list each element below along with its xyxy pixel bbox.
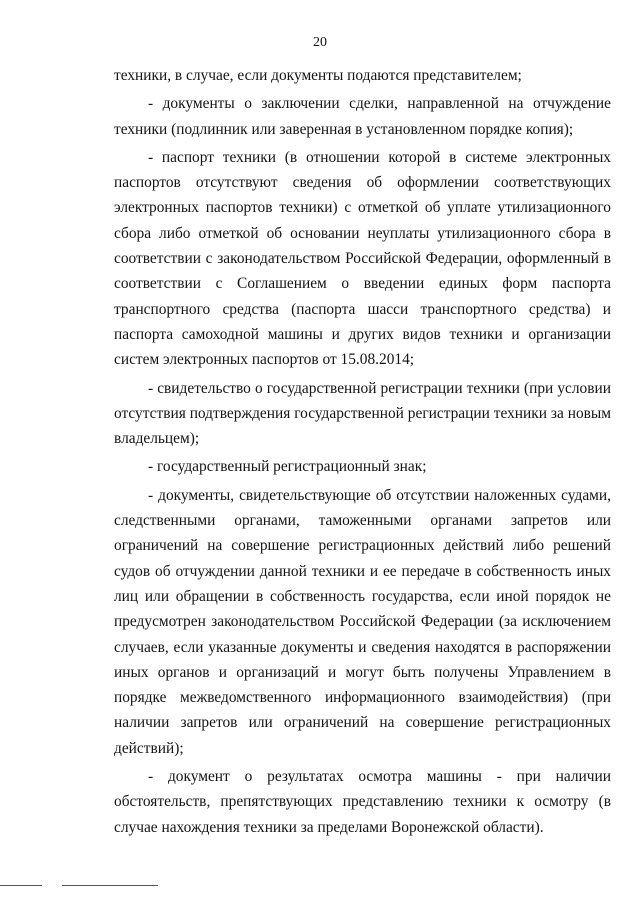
page-number: 20 <box>313 35 327 50</box>
paragraph-deal-documents: - документы о заключении сделки, направленной на отчуждение техники (подлинник или заверенная в установленном порядке копия); <box>114 95 611 138</box>
paragraph-continuation: техники, в случае, если документы подаются представителем; <box>114 67 522 84</box>
footer-rule-right <box>62 885 158 886</box>
paragraph-registration-certificate: - свидетельство о государственной регистрации техники (при условии отсутствия подтверждения государственной регистрации техники за новым владельцем); <box>114 379 611 448</box>
paragraph-registration-plate: - государственный регистрационный знак; <box>148 458 427 476</box>
document-body <box>114 63 611 840</box>
footer-rule-left <box>0 885 42 886</box>
paragraph-inspection-document: - документ о результатах осмотра машины - при наличии обстоятельств, препятствующих представлению техники к осмотру (в случае нахождения техники за пределами Воронежской области). <box>114 768 611 836</box>
paragraph-restrictions-documents: - документы, свидетельствующие об отсутствии наложенных судами, следственными органами, таможенными органами запретов или ограничений на совершение регистрационных действий либо решений судов об отчуждении данной техники и ее передаче в собственность иных лиц или обращении в собственность государства, если иной порядок не предусмотрен законодательством Российской Федерации (за исключением случаев, если указанные документы и сведения находятся в распоряжении иных органов и организаций и могут быть получены Управлением в порядке межведомственного информационного взаимодействия) (при наличии запретов или ограничений на совершение регистрационных действий); <box>114 486 611 757</box>
paragraph-vehicle-passport: - паспорт техники (в отношении которой в системе электронных паспортов отсутствуют сведения об оформлении соответствующих электронных паспортов техники) с отметкой об уплате утилизационного сбора либо отметкой об основании неуплаты утилизационного сбора в соответствии с законодательством Российской Федерации, оформленный в соответствии с Соглашением о введении единых форм паспорта транспортного средства (паспорта шасси транспортного средства) и паспорта самоходной машины и других видов техники и организации систем электронных паспортов от 15.08.2014; <box>114 148 611 369</box>
